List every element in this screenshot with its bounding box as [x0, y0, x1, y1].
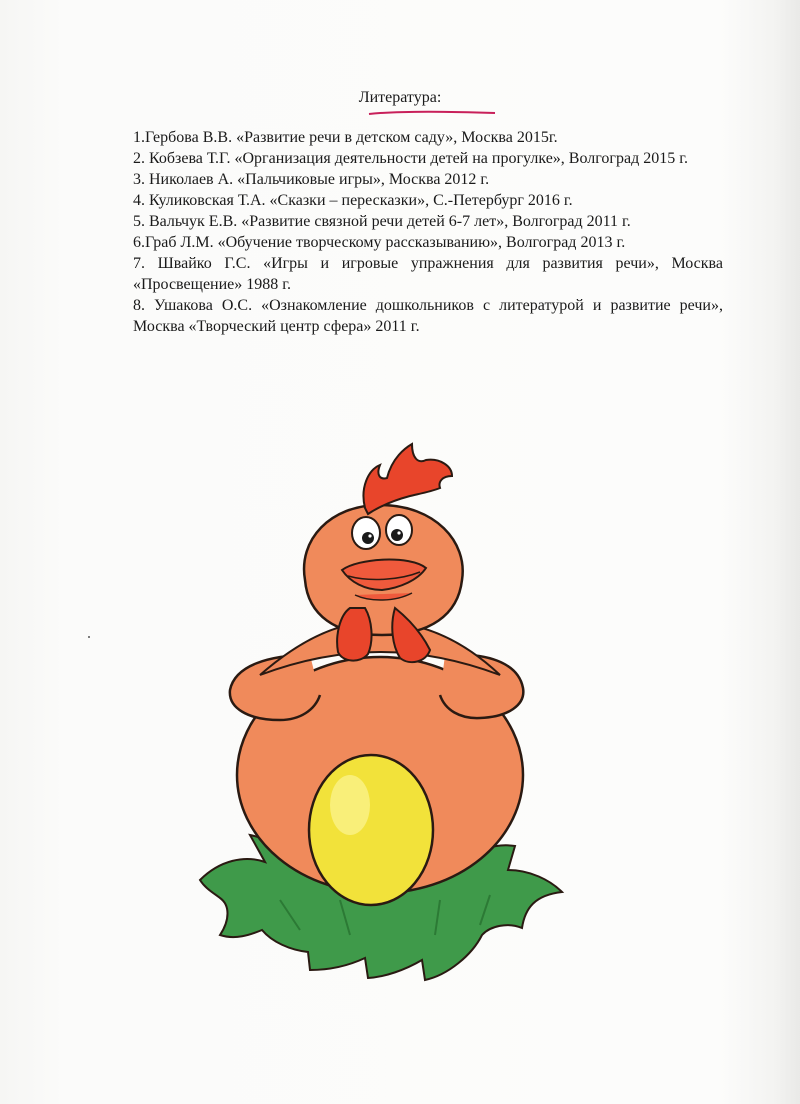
hen-comb [363, 444, 452, 514]
page-title: Литература: [358, 89, 442, 106]
reference-item-6: 6.Граб Л.М. «Обучение творческому рассказыванию», Волгоград 2013 г. [133, 234, 626, 251]
hen-illustration [190, 430, 570, 990]
left-wattle [337, 608, 371, 661]
reference-item-3: 3. Николаев А. «Пальчиковые игры», Москва 2012 г. [133, 171, 490, 188]
heading-underline [367, 108, 497, 120]
reference-item-1: 1.Гербова В.В. «Развитие речи в детском саду», Москва 2015г. [133, 129, 558, 146]
reference-item-4: 4. Куликовская Т.А. «Сказки – пересказки», С.-Петербург 2016 г. [133, 192, 573, 209]
reference-list [133, 127, 723, 337]
reference-item-2: 2. Кобзева Т.Г. «Организация деятельности детей на прогулке», Волгоград 2015 г. [133, 150, 688, 167]
reference-item-8: 8. Ушакова О.С. «Ознакомление дошкольников с литературой и развитие речи», Москва «Творческий центр сфера» 2011 г. [133, 297, 723, 335]
golden-egg [309, 755, 433, 905]
reference-item-5: 5. Вальчук Е.В. «Развитие связной речи детей 6-7 лет», Волгоград 2011 г. [133, 213, 631, 230]
scan-speck [88, 636, 90, 638]
reference-item-7: 7. Швайко Г.С. «Игры и игровые упражнения для развития речи», Москва «Просвещение» 1988 г. [133, 255, 723, 293]
